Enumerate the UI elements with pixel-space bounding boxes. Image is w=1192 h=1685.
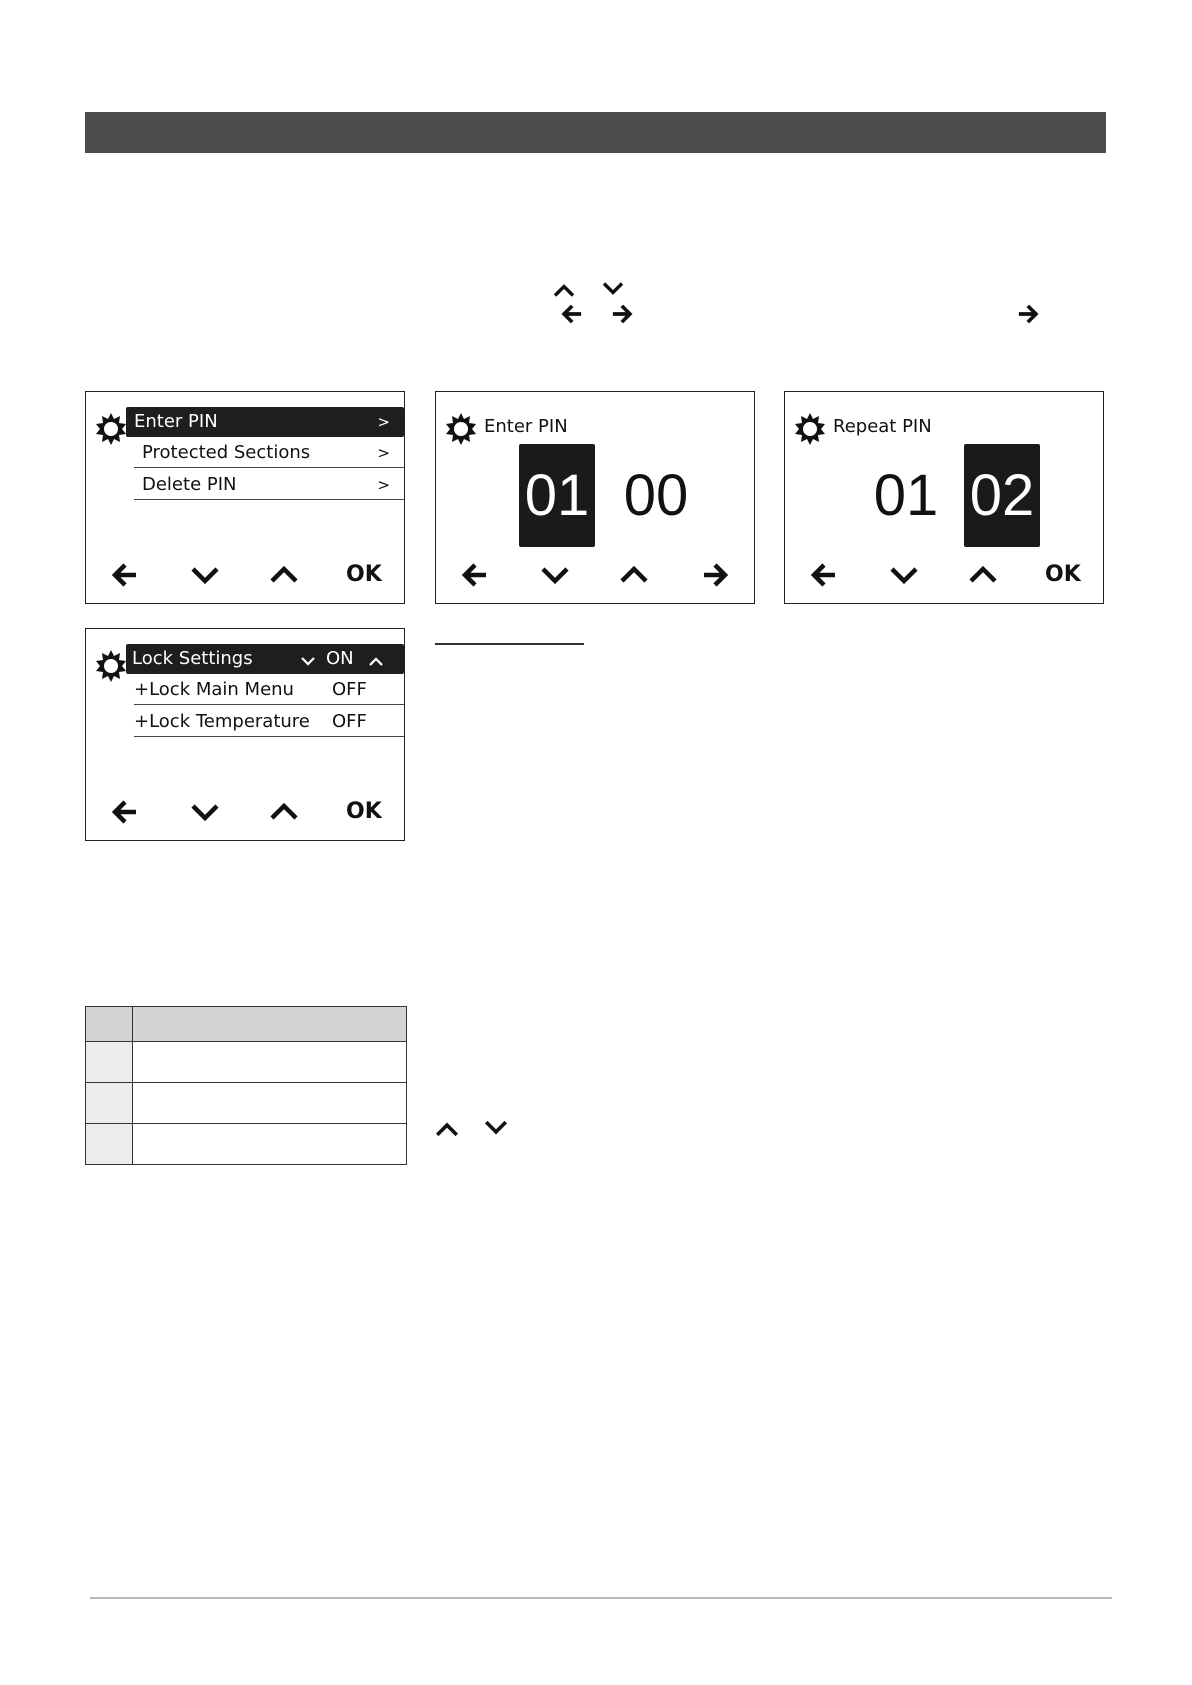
nav-bar xyxy=(785,559,1103,591)
arrow-left-icon[interactable] xyxy=(456,559,496,591)
chevron-down-icon[interactable] xyxy=(884,559,924,591)
chevron-up-icon[interactable] xyxy=(264,796,304,828)
menu-item-delete-pin[interactable] xyxy=(134,470,404,500)
lock-row-label: +Lock Temperature xyxy=(134,711,310,732)
chevron-down-icon[interactable] xyxy=(298,653,318,669)
chevron-up-icon xyxy=(430,1117,464,1143)
table-row xyxy=(86,1042,407,1083)
lock-row-value: OFF xyxy=(332,679,367,700)
table-cell xyxy=(133,1007,407,1042)
arrow-right-icon[interactable] xyxy=(694,559,734,591)
lock-row-temperature[interactable] xyxy=(134,707,404,737)
lock-row-label: +Lock Main Menu xyxy=(134,679,294,700)
chevron-down-icon[interactable] xyxy=(185,796,225,828)
table-header-row xyxy=(86,1007,407,1042)
screen-title: Repeat PIN xyxy=(833,416,932,437)
menu-item-chevron: > xyxy=(377,476,390,494)
section-header-bar xyxy=(85,112,1106,153)
chevron-up-icon xyxy=(548,279,580,303)
lock-row-main-menu[interactable] xyxy=(134,675,404,705)
arrow-left-icon xyxy=(556,301,590,327)
nav-bar xyxy=(436,559,754,591)
table-cell xyxy=(86,1007,133,1042)
footer-divider xyxy=(90,1597,1112,1599)
menu-screen xyxy=(85,391,405,604)
enter-pin-screen xyxy=(435,391,755,604)
chevron-down-icon[interactable] xyxy=(185,559,225,591)
nav-bar xyxy=(86,559,404,591)
chevron-up-icon[interactable] xyxy=(264,559,304,591)
table-cell xyxy=(86,1124,133,1165)
repeat-pin-screen xyxy=(784,391,1104,604)
table-cell xyxy=(86,1042,133,1083)
chevron-up-icon[interactable] xyxy=(366,654,386,670)
info-table xyxy=(85,1006,407,1165)
pin-digit-2[interactable]: 00 xyxy=(623,463,689,528)
table-row xyxy=(86,1083,407,1124)
table-cell xyxy=(86,1083,133,1124)
ok-button[interactable]: OK xyxy=(1045,562,1081,587)
lock-row-value: OFF xyxy=(332,711,367,732)
menu-item-enter-pin[interactable] xyxy=(126,407,404,437)
table-cell xyxy=(133,1042,407,1083)
ok-button[interactable]: OK xyxy=(346,562,382,587)
chevron-down-icon[interactable] xyxy=(535,559,575,591)
chevron-up-icon[interactable] xyxy=(963,559,1003,591)
arrow-right-icon xyxy=(1010,301,1044,327)
menu-item-label: Delete PIN xyxy=(142,474,237,495)
menu-item-label: Protected Sections xyxy=(142,442,311,463)
pin-digit-1[interactable]: 01 xyxy=(873,463,939,528)
menu-item-chevron: > xyxy=(377,444,390,462)
arrow-left-icon[interactable] xyxy=(106,796,146,828)
chevron-down-icon xyxy=(479,1114,513,1140)
lock-settings-value: ON xyxy=(326,648,354,669)
lock-settings-row[interactable] xyxy=(126,644,404,674)
lock-settings-screen xyxy=(85,628,405,841)
menu-item-protected-sections[interactable] xyxy=(134,438,404,468)
screen-title: Enter PIN xyxy=(484,416,568,437)
chevron-up-icon[interactable] xyxy=(614,559,654,591)
link-underline xyxy=(435,643,584,645)
nav-bar xyxy=(86,796,404,828)
table-cell xyxy=(133,1124,407,1165)
table-cell xyxy=(133,1083,407,1124)
arrow-left-icon[interactable] xyxy=(805,559,845,591)
menu-item-chevron: > xyxy=(377,413,390,431)
chevron-down-icon xyxy=(597,276,629,300)
gear-icon xyxy=(94,412,128,446)
gear-icon xyxy=(444,412,478,446)
gear-icon xyxy=(94,649,128,683)
arrow-left-icon[interactable] xyxy=(106,559,146,591)
pin-digit-2[interactable]: 02 xyxy=(964,444,1040,547)
gear-icon xyxy=(793,412,827,446)
pin-digit-1[interactable]: 01 xyxy=(519,444,595,547)
ok-button[interactable]: OK xyxy=(346,799,382,824)
table-row xyxy=(86,1124,407,1165)
arrow-right-icon xyxy=(604,301,638,327)
lock-settings-label: Lock Settings xyxy=(132,648,253,669)
menu-item-label: Enter PIN xyxy=(134,411,218,432)
